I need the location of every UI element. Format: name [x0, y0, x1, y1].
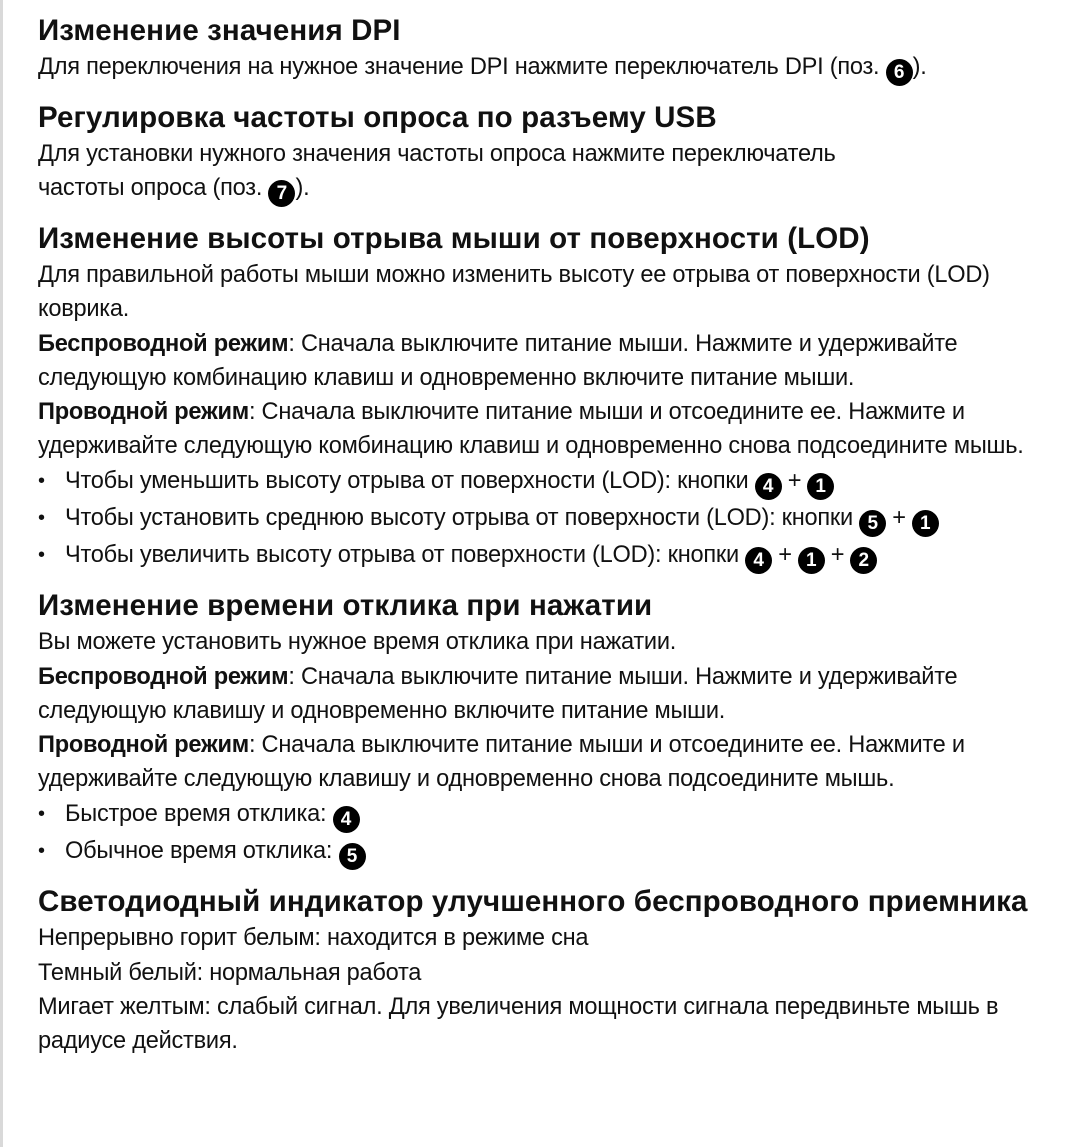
- badge-4: 4: [755, 473, 782, 500]
- section-led: [38, 883, 1072, 1058]
- section-polling: [38, 99, 1072, 207]
- section-dpi-title: Изменение значения DPI: [38, 14, 401, 47]
- badge-4: 4: [745, 547, 772, 574]
- section-polling-line2: [38, 171, 1072, 207]
- list-item: [38, 833, 1072, 870]
- section-lod-wireless: [38, 327, 1072, 395]
- polling-text-before: частоты опроса (поз.: [38, 175, 269, 202]
- lod-wireless-label: Беспроводной режим: [38, 330, 289, 357]
- response-bullet-text: Быстрое время отклика:: [65, 801, 327, 828]
- dpi-text-after: ).: [912, 54, 927, 80]
- list-item: [38, 500, 1072, 537]
- section-led-title: Светодиодный индикатор улучшенного беспроводного приемника: [38, 885, 1028, 919]
- section-polling-title: Регулировка частоты опроса по разъему USB: [38, 101, 717, 134]
- led-line: Мигает желтым: слабый сигнал. Для увеличения мощности сигнала передвиньте мышь в радиусе действия.: [38, 993, 999, 1055]
- response-wired-label: Проводной режим: [38, 732, 249, 759]
- section-dpi: [38, 12, 1072, 86]
- polling-text-after: ).: [295, 175, 310, 202]
- lod-bullet-text: Чтобы установить среднюю высоту отрыва от поверхности (LOD): кнопки: [65, 505, 853, 532]
- section-lod-intro: Для правильной работы мыши можно изменить высоту ее отрыва от поверхности (LOD) коврика.: [38, 262, 990, 323]
- lod-wired-text: : Сначала выключите питание мыши и отсоедините ее. Нажмите и удерживайте следующую комбинацию клавиш и одновременно снова подсоедините мышь.: [38, 399, 1024, 460]
- badge-4: 4: [333, 806, 360, 833]
- badge-6: 6: [886, 59, 913, 86]
- section-response-intro: Вы можете установить нужное время отклика при нажатии.: [38, 629, 677, 656]
- plus-sign: +: [778, 542, 792, 569]
- response-bullet-list: [38, 796, 1072, 870]
- badge-5: 5: [339, 843, 366, 870]
- section-response: [38, 587, 1072, 870]
- section-lod-title: Изменение высоты отрыва мыши от поверхности (LOD): [38, 222, 870, 256]
- response-wireless-label: Беспроводной режим: [38, 663, 289, 690]
- list-item: [38, 796, 1072, 833]
- badge-1: 1: [912, 510, 939, 537]
- section-polling-line1: Для установки нужного значения частоты опроса нажмите переключатель: [38, 141, 836, 167]
- section-lod-wired: [38, 395, 1072, 463]
- lod-wireless-text: : Сначала выключите питание мыши. Нажмите и удерживайте следующую комбинацию клавиш и одновременно включите питание мыши.: [38, 330, 958, 391]
- lod-bullet-text: Чтобы увеличить высоту отрыва от поверхности (LOD): кнопки: [65, 542, 739, 569]
- section-lod: [38, 220, 1072, 574]
- badge-1: 1: [798, 547, 825, 574]
- section-response-wireless: [38, 660, 1072, 728]
- plus-sign: +: [787, 468, 802, 495]
- badge-7: 7: [268, 180, 295, 207]
- badge-5: 5: [859, 510, 886, 537]
- list-item: [38, 537, 1072, 574]
- badge-2: 2: [850, 547, 877, 574]
- plus-sign: +: [892, 505, 906, 532]
- response-wireless-text: : Сначала выключите питание мыши. Нажмите и удерживайте следующую клавишу и одновременно включите питание мыши.: [38, 663, 958, 724]
- lod-bullet-list: [38, 463, 1072, 574]
- section-dpi-text: [38, 50, 1072, 86]
- list-item: [38, 463, 1072, 500]
- badge-1: 1: [807, 473, 834, 500]
- response-bullet-text: Обычное время отклика:: [65, 838, 333, 865]
- lod-wired-label: Проводной режим: [38, 399, 249, 426]
- plus-sign: +: [830, 542, 845, 569]
- lod-bullet-text: Чтобы уменьшить высоту отрыва от поверхности (LOD): кнопки: [65, 468, 749, 495]
- led-line: Темный белый: нормальная работа: [38, 959, 422, 986]
- dpi-text-before: Для переключения на нужное значение DPI нажмите переключатель DPI (поз.: [38, 54, 886, 80]
- section-response-wired: [38, 728, 1072, 796]
- led-line: Непрерывно горит белым: находится в режиме сна: [38, 925, 589, 952]
- section-response-title: Изменение времени отклика при нажатии: [38, 589, 653, 623]
- response-wired-text: : Сначала выключите питание мыши и отсоедините ее. Нажмите и удерживайте следующую клавишу и одновременно снова подсоедините мышь.: [38, 732, 965, 793]
